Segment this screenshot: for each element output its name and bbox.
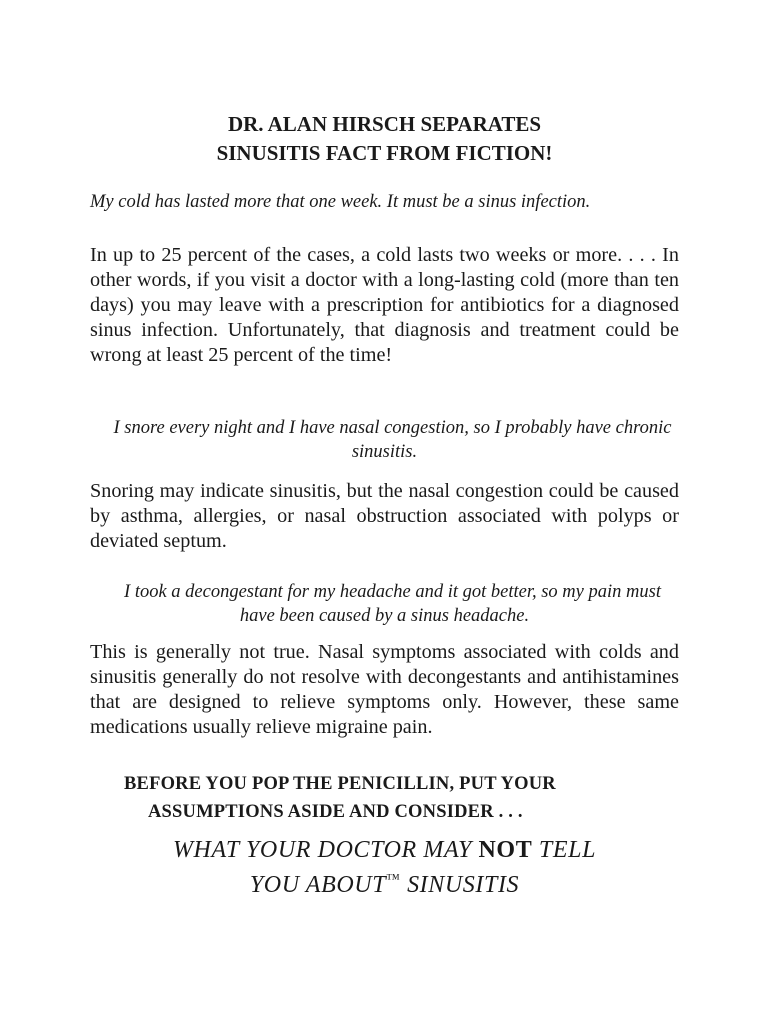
book-title-part-3: YOU ABOUT [249, 872, 387, 898]
myth-2: I snore every night and I have nasal congestion, so I probably have chronic sinusitis. [113, 418, 672, 462]
book-title-part-4: SINUSITIS [407, 872, 520, 898]
myth-1: My cold has lasted more that one week. It must be a sinus infection. [90, 192, 591, 212]
cta-line-2: ASSUMPTIONS ASIDE AND CONSIDER . . . [148, 802, 523, 822]
cta-line-1: BEFORE YOU POP THE PENICILLIN, PUT YOUR [124, 774, 556, 794]
page-title [90, 110, 679, 168]
answer-2: Snoring may indicate sinusitis, but the nasal congestion could be caused by asthma, allergies, or nasal obstruction associated with polyps or deviated septum. [90, 480, 679, 552]
title-line-2: SINUSITIS FACT FROM FICTION! [216, 141, 553, 165]
answer-3: This is generally not true. Nasal symptoms associated with colds and sinusitis generally do not resolve with decongestants and antihistamines that are designed to relieve symptoms only. However, these same medications usually relieve migraine pain. [90, 641, 679, 738]
book-title-part-2: TELL [538, 837, 597, 863]
myth-3: I took a decongestant for my headache and it got better, so my pain must have been caused by a sinus headache. [124, 582, 661, 626]
book-title [90, 836, 679, 900]
book-title-emphasis: NOT [478, 837, 533, 863]
answer-1: In up to 25 percent of the cases, a cold lasts two weeks or more. . . . In other words, if you visit a doctor with a long-lasting cold (more than ten days) you may leave with a prescription for antibiotics for a diagnosed sinus infection. Unfortunately, that diagnosis and treatment could be wrong at least 25 percent of the time! [90, 244, 679, 366]
book-title-part-1: WHAT YOUR DOCTOR MAY [172, 837, 472, 863]
book-title-line-2 [90, 865, 679, 900]
book-title-line-1 [90, 836, 679, 865]
trademark-symbol: ™ [386, 872, 401, 887]
call-to-action [124, 770, 684, 826]
title-line-1: DR. ALAN HIRSCH SEPARATES [227, 112, 542, 136]
